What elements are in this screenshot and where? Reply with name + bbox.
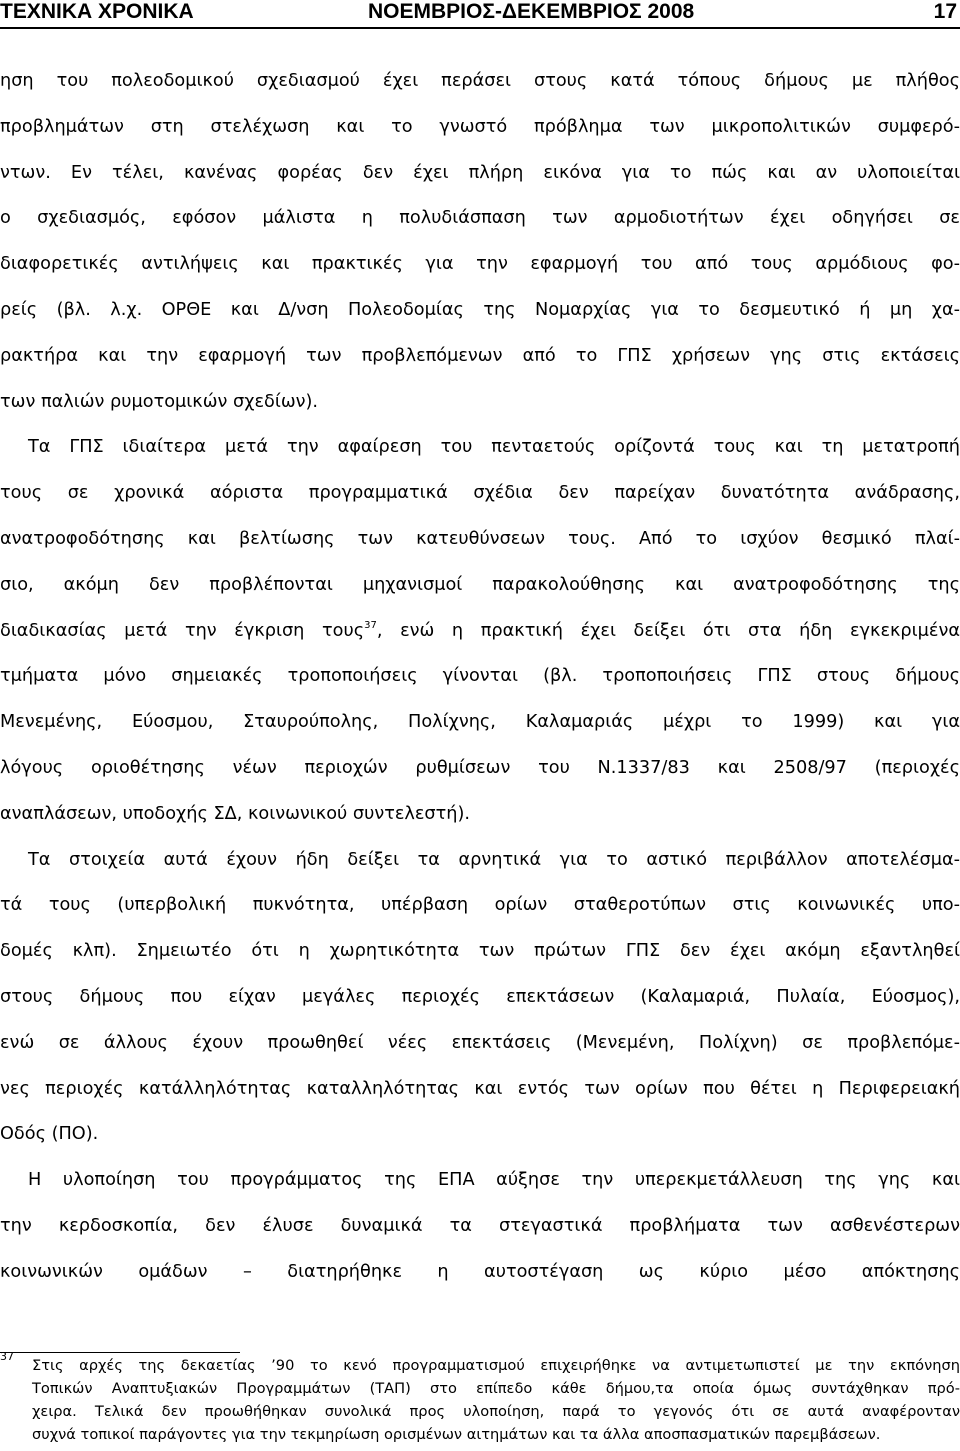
text-line: λόγους οριοθέτησης νέων περιοχών ρυθμίσεων του Ν.1337/83 και 2508/97 (περιοχές [0,757,960,778]
footnote [0,1350,960,1446]
header-rule [0,27,960,29]
text-line: την κερδοσκοπία, δεν έλυσε δυναμικά τα στεγαστικά προβλήματα των ασθενέστερων [0,1215,960,1236]
text-line-with-footnote [0,609,960,655]
footnote-rule [0,1352,240,1353]
text-line: Η υλοποίηση του προγράμματος της ΕΠΑ αύξησε την υπερεκμετάλλευση της γης και [28,1170,960,1191]
text-line: ντων. Εν τέλει, κανένας φορέας δεν έχει πλήρη εικόνα για το πώς και αν υλοποιείται [0,162,960,183]
journal-title: ΤΕΧΝΙΚΑ ΧΡΟΝΙΚΑ [0,0,194,23]
text-line: τά τους (υπερβολική πυκνότητα, υπέρβαση ορίων σταθεροτύπων στις κοινωνικές υπο- [0,895,960,916]
text-line: Μενεμένης, Εύοσμου, Σταυρούπολης, Πολίχνης, Καλαμαριάς μέχρι το 1999) και για [0,712,960,733]
paragraph-3 [0,838,960,1159]
footnote-line: συχνά τοπικοί παράγοντες για την τεκμηρίωση ορισμένων αιτημάτων και τα άλλα αποσπασματικών παρεμβάσεων. [32,1426,881,1443]
text-line: ο σχεδιασμός, εφόσον μάλιστα η πολυδιάσπαση των αρμοδιοτήτων έχει οδηγήσει σε [0,208,960,229]
text-line: τμήματα μόνο σημειακές τροποποιήσεις γίνονται (βλ. τροποποιήσεις ΓΠΣ στους δήμους [0,666,960,687]
text-line: ηση του πολεοδομικού σχεδιασμού έχει περάσει στους κατά τόπους δήμους με πλήθος [0,71,960,91]
text-segment: διαδικασίας μετά την έγκριση τους [0,620,365,641]
footnote-line [0,1350,960,1377]
text-line: Τα ΓΠΣ ιδιαίτερα μετά την αφαίρεση του πενταετούς ορίζοντά τους και τη μετατροπή [28,437,960,458]
paragraph-1 [0,59,960,425]
text-line: ρακτήρα και την εφαρμογή των προβλεπόμενων από το ΓΠΣ χρήσεων γης στις εκτάσεις [0,345,960,366]
text-line: Τα στοιχεία αυτά έχουν ήδη δείξει τα αρνητικά για το αστικό περιβάλλον αποτελέσμα- [28,849,960,870]
footnote-reference: 37 [364,619,377,631]
footnote-text: Στις αρχές της δεκαετίας ’90 το κενό προγραμματισμού επιχειρήθηκε να αντιμετωπιστεί με την εκπόνηση [32,1357,960,1374]
footnote-line: Τοπικών Αναπτυξιακών Προγραμμάτων (ΤΑΠ) στο επίπεδο κάθε δήμου,τα οποία όμως συντάχθηκαν πρό- [32,1380,960,1397]
page-number: 17 [933,0,957,23]
text-line: κοινωνικών ομάδων – διατηρήθηκε η αυτοστέγαση ως κύριο μέσο απόκτησης [0,1261,960,1282]
text-line: των παλιών ρυμοτομικών σχεδίων). [0,391,319,412]
text-line: νες περιοχές κατάλληλότητας καταλληλότητας και εντός των ορίων που θέτει η Περιφερειακή [0,1078,960,1099]
paragraph-2 [0,425,960,837]
text-line: σιο, ακόμη δεν προβλέπονται μηχανισμοί παρακολούθησης και ανατροφοδότησης της [0,574,960,595]
text-line: προβλημάτων στη στελέχωση και το γνωστό πρόβλημα των μικροπολιτικών συμφερό- [0,116,960,137]
paragraph-4 [0,1158,960,1295]
text-segment: , ενώ η πρακτική έχει δείξει ότι στα ήδη εγκεκριμένα [376,620,960,641]
text-line: ανατροφοδότησης και βελτίωσης των κατευθύνσεων τους. Από το ισχύον θεσμικό πλαί- [0,528,960,549]
footnote-mark: 37 [0,1350,14,1363]
text-line: ενώ σε άλλους έχουν προωθηθεί νέες επεκτάσεις (Μενεμένη, Πολίχνη) σε προβλεπόμε- [0,1032,960,1053]
text-line: ρείς (βλ. λ.χ. ΟΡΘΕ και Δ/νση Πολεοδομίας της Νομαρχίας για το δεσμευτικό ή μη χα- [0,299,960,320]
main-text [0,59,960,1296]
text-line: διαφορετικές αντιλήψεις και πρακτικές για την εφαρμογή του από τους αρμόδιους φο- [0,254,960,275]
text-line: στους δήμους που είχαν μεγάλες περιοχές επεκτάσεων (Καλαμαριά, Πυλαία, Εύοσμος), [0,986,960,1007]
footnote-line: χειρα. Τελικά δεν προωθήθηκαν συνολικά προς υλοποίηση, παρά το γεγονός ότι σε αυτά αναφέρονταν [32,1403,960,1420]
text-line: τους σε χρονικά αόριστα προγραμματικά σχέδια δεν παρείχαν δυνατότητα ανάδρασης, [0,483,960,504]
text-line: δομές κλπ). Σημειωτέο ότι η χωρητικότητα των πρώτων ΓΠΣ δεν έχει ακόμη εξαντληθεί [0,941,960,962]
running-header [0,0,960,26]
text-line: Οδός (ΠΟ). [0,1124,99,1145]
issue-date: ΝΟΕΜΒΡΙΟΣ-ΔΕΚΕΜΒΡΙΟΣ 2008 [368,0,695,23]
text-line: αναπλάσεων, υποδοχής ΣΔ, κοινωνικού συντελεστή). [0,803,471,824]
